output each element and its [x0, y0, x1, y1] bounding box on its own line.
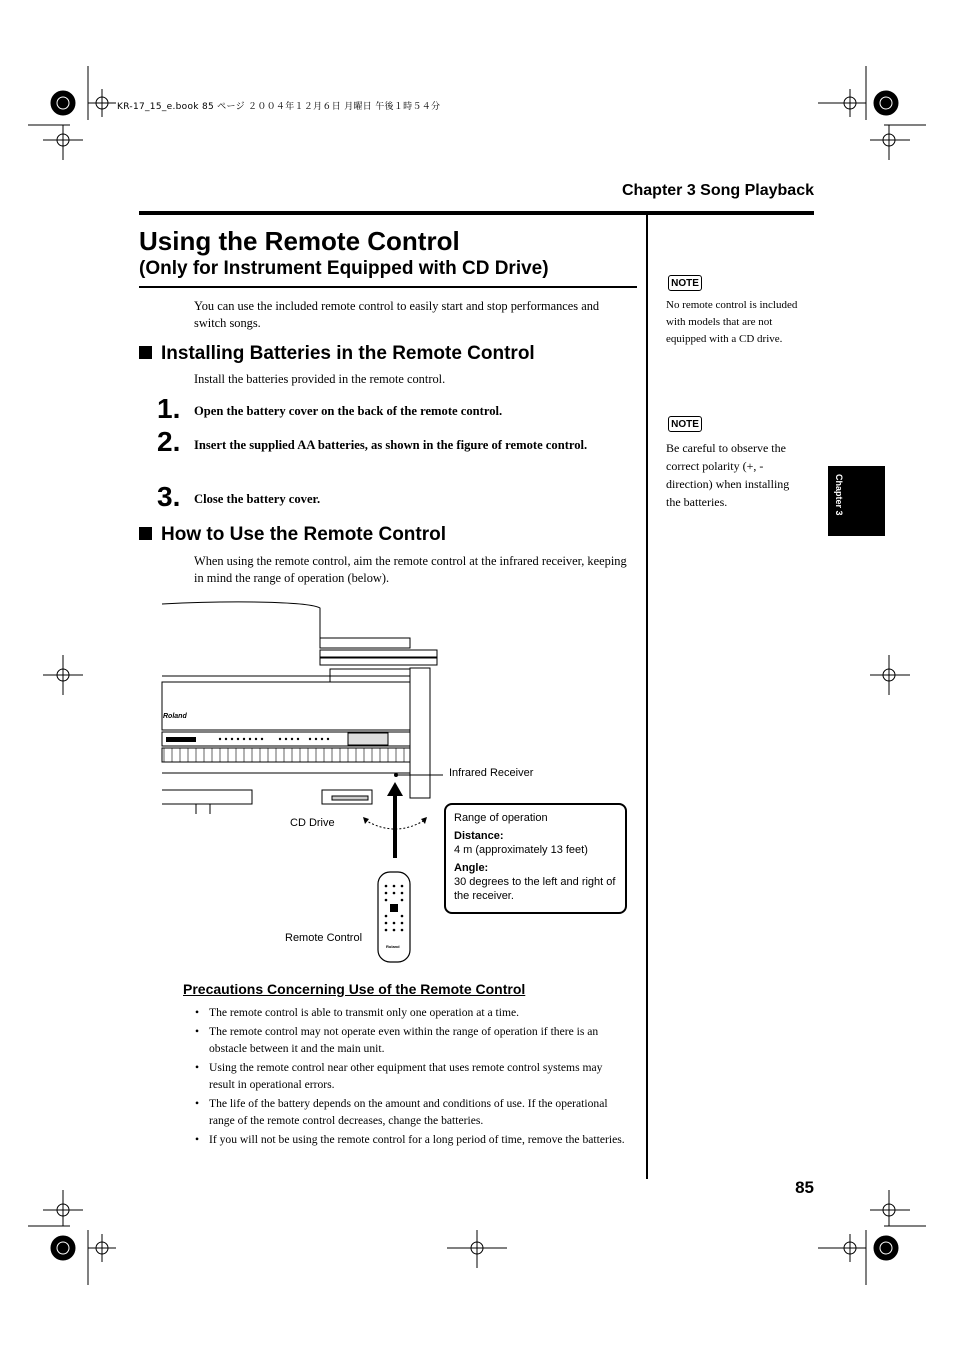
- step-text: Close the battery cover.: [194, 492, 321, 506]
- range-of-operation-box: [444, 803, 627, 914]
- step-text: Insert the supplied AA batteries, as shown in the figure of remote control.: [194, 438, 588, 452]
- section-heading-usage: How to Use the Remote Control: [139, 524, 446, 546]
- section2-intro: When using the remote control, aim the remote control at the infrared receiver, keeping in mind the range of operation (below).: [194, 554, 627, 585]
- list-item: • Using the remote control near other equipment that uses remote control systems may result in operational errors.: [193, 1059, 629, 1094]
- header-rule: [139, 211, 814, 215]
- step-number: 2.: [157, 426, 181, 457]
- cd-drive-label: CD Drive: [290, 817, 335, 829]
- note-text: Be careful to observe the correct polarity (+, - direction) when installing the batteries.: [666, 441, 790, 509]
- column-divider: [646, 215, 648, 1179]
- list-item: • If you will not be using the remote control for a long period of time, remove the batteries.: [193, 1131, 629, 1149]
- page-subtitle: (Only for Instrument Equipped with CD Drive): [139, 258, 549, 279]
- range-title: Range of operation: [454, 812, 548, 824]
- list-item: • The remote control is able to transmit only one operation at a time.: [193, 1004, 629, 1022]
- distance-value: 4 m (approximately 13 feet): [454, 844, 588, 856]
- title-rule: [139, 286, 637, 288]
- square-bullet-icon: [139, 527, 152, 540]
- page-number: 85: [795, 1178, 814, 1197]
- step-number: 1.: [157, 393, 181, 424]
- remote-brand-logo: Roland: [386, 944, 400, 949]
- section-heading-batteries: Installing Batteries in the Remote Control: [139, 343, 535, 365]
- intro-paragraph: You can use the included remote control to easily start and stop performances and switch songs.: [194, 299, 600, 330]
- distance-label: Distance:: [454, 830, 504, 842]
- infrared-receiver-label: Infrared Receiver: [449, 767, 534, 779]
- section1-intro: Install the batteries provided in the remote control.: [194, 372, 446, 386]
- chapter-tab: [828, 466, 885, 536]
- list-item: • The remote control may not operate even within the range of operation if there is an obstacle between it and the main unit.: [193, 1023, 629, 1058]
- precautions-heading: Precautions Concerning Use of the Remote Control: [183, 981, 526, 997]
- page-title: Using the Remote Control: [139, 226, 460, 256]
- note-badge: NOTE: [668, 416, 702, 432]
- precautions-list: [193, 1004, 629, 1149]
- angle-label: Angle:: [454, 862, 489, 874]
- piano-remote-figure: [160, 598, 450, 968]
- step-text: Open the battery cover on the back of the remote control.: [194, 404, 503, 418]
- print-header: KR-17_15_e.book 85 ページ ２００４年１２月６日 月曜日 午後１時５４分: [117, 102, 441, 112]
- list-item: • The life of the battery depends on the amount and conditions of use. If the operational range of the remote control decreases, change the batteries.: [193, 1095, 629, 1130]
- remote-control-label: Remote Control: [285, 932, 363, 944]
- chapter-tab-label: Chapter 3: [834, 474, 844, 516]
- square-bullet-icon: [139, 346, 152, 359]
- note-text: No remote control is included with models that are not equipped with a CD drive.: [666, 299, 798, 345]
- note-badge: NOTE: [668, 275, 702, 291]
- step-number: 3.: [157, 481, 181, 512]
- brand-logo: Roland: [163, 713, 187, 720]
- angle-value: 30 degrees to the left and right of the receiver.: [454, 876, 616, 902]
- running-header: Chapter 3 Song Playback: [621, 182, 814, 199]
